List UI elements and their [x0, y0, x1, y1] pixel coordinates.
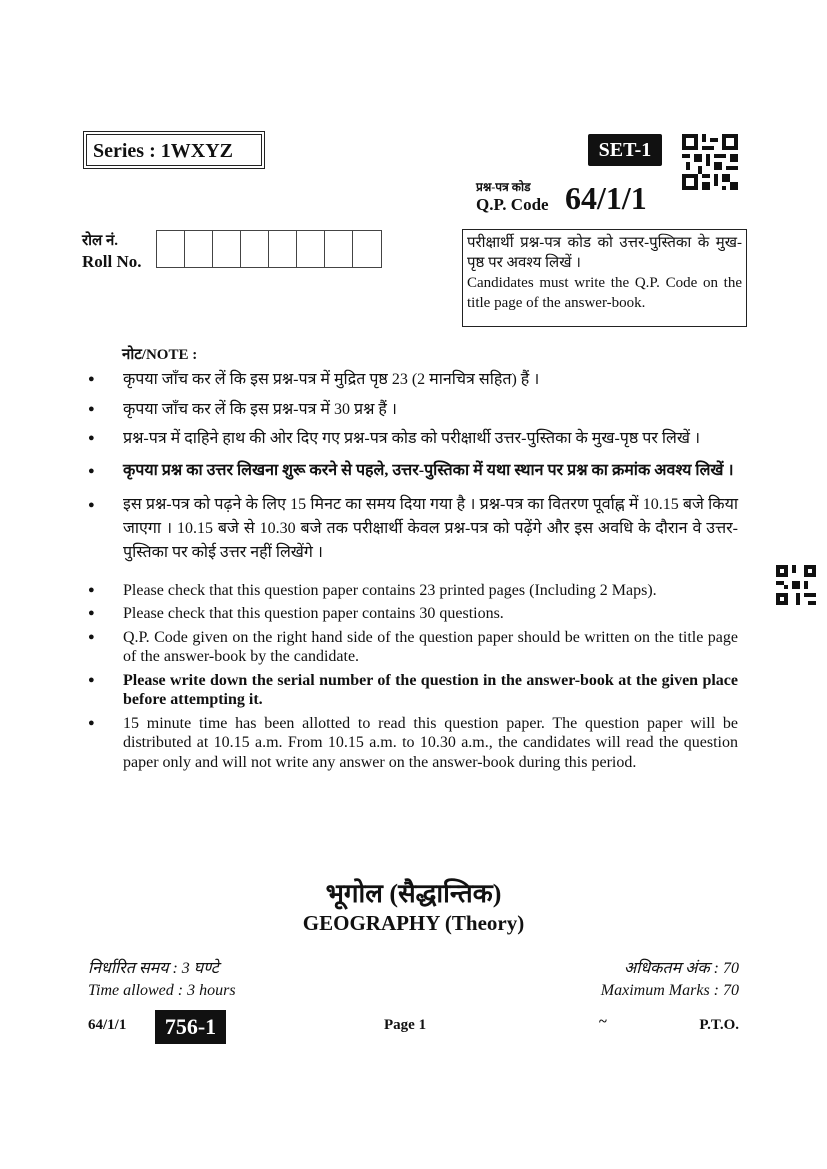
qp-code: 64/1/1	[565, 180, 647, 216]
instructions-list	[88, 370, 738, 772]
notice-hindi: परीक्षार्थी प्रश्न-पत्र कोड को उत्तर-पुस्तिका के मुख-पृष्ठ पर अवश्य लिखें ।	[467, 235, 742, 271]
max-marks: Maximum Marks : 70	[600, 982, 739, 999]
roll-digit-box[interactable]	[185, 231, 213, 267]
time-allowed: Time allowed : 3 hours	[88, 982, 236, 999]
series-label: Series : 1WXYZ	[86, 134, 262, 166]
set-badge: SET-1	[588, 134, 662, 166]
roll-label-hindi: रोल नं.	[82, 233, 119, 249]
list-item: ● इस प्रश्न-पत्र को पढ़ने के लिए 15 मिनट का समय दिया गया है । प्रश्न-पत्र का वितरण पूर्वाह्न में 10.15 बजे किया जाएगा । 10.15 बजे से 10.30 बजे तक परीक्षार्थी केवल प्रश्न-पत्र को पढ़ेंगे और इस अवधि के दौरान वे उत्तर-पुस्तिका पर कोई उत्तर नहीं लिखेंगे ।	[88, 493, 738, 565]
footer-code-badge: 756-1	[155, 1010, 226, 1044]
notice-english: Candidates must write the Q.P. Code on the title page of the answer-book.	[467, 275, 742, 311]
time-allowed-hindi: निर्धारित समय : 3 घण्टे	[88, 960, 219, 977]
qp-code-label-hindi: प्रश्न-पत्र कोड	[476, 180, 531, 194]
list-item: ● कृपया जाँच कर लें कि इस प्रश्न-पत्र में 30 प्रश्न हैं ।	[88, 400, 738, 420]
list-item: ● 15 minute time has been allotted to read this question paper. The question paper will be distributed at 10.15 a.m. From 10.15 a.m. to 10.30 a.m., the candidates will read the question paper only and will not write any answer on the answer-book during this period.	[88, 714, 738, 773]
list-item: ● कृपया प्रश्न का उत्तर लिखना शुरू करने से पहले, उत्तर-पुस्तिका में यथा स्थान पर प्रश्न का क्रमांक अवश्य लिखें ।	[88, 459, 738, 483]
qp-code-label: Q.P. Code	[476, 195, 549, 214]
note-heading: नोट/NOTE :	[122, 347, 198, 363]
max-marks-hindi: अधिकतम अंक : 70	[623, 960, 739, 977]
subject-title: GEOGRAPHY (Theory)	[302, 911, 525, 935]
roll-digit-box[interactable]	[269, 231, 297, 267]
page-number: Page 1	[384, 1017, 427, 1033]
pto-label: P.T.O.	[699, 1017, 739, 1033]
qp-code-notice	[462, 229, 747, 327]
roll-digit-box[interactable]	[157, 231, 185, 267]
roll-label: Roll No.	[82, 252, 142, 271]
footer-qp-code: 64/1/1	[88, 1017, 127, 1033]
roll-digit-box[interactable]	[325, 231, 353, 267]
footer-tilde: ~	[599, 1014, 607, 1030]
roll-number-boxes[interactable]	[156, 230, 382, 268]
roll-digit-box[interactable]	[297, 231, 325, 267]
list-item: ● Please write down the serial number of the question in the answer-book at the given place before attempting it.	[88, 671, 738, 710]
list-item: ● Please check that this question paper contains 23 printed pages (Including 2 Maps).	[88, 581, 738, 601]
qr-code-icon	[776, 565, 816, 605]
subject-title-hindi: भूगोल (सैद्धान्तिक)	[325, 879, 502, 908]
list-item: ● प्रश्न-पत्र में दाहिने हाथ की ओर दिए गए प्रश्न-पत्र कोड को परीक्षार्थी उत्तर-पुस्तिका के मुख-पृष्ठ पर लिखें ।	[88, 429, 738, 449]
list-item: ● कृपया जाँच कर लें कि इस प्रश्न-पत्र में मुद्रित पृष्ठ 23 (2 मानचित्र सहित) हैं ।	[88, 370, 738, 390]
qr-code-icon	[682, 134, 738, 190]
roll-digit-box[interactable]	[241, 231, 269, 267]
roll-digit-box[interactable]	[353, 231, 381, 267]
roll-digit-box[interactable]	[213, 231, 241, 267]
list-item: ● Please check that this question paper contains 30 questions.	[88, 604, 738, 624]
list-item: ● Q.P. Code given on the right hand side of the question paper should be written on the title page of the answer-book by the candidate.	[88, 628, 738, 667]
